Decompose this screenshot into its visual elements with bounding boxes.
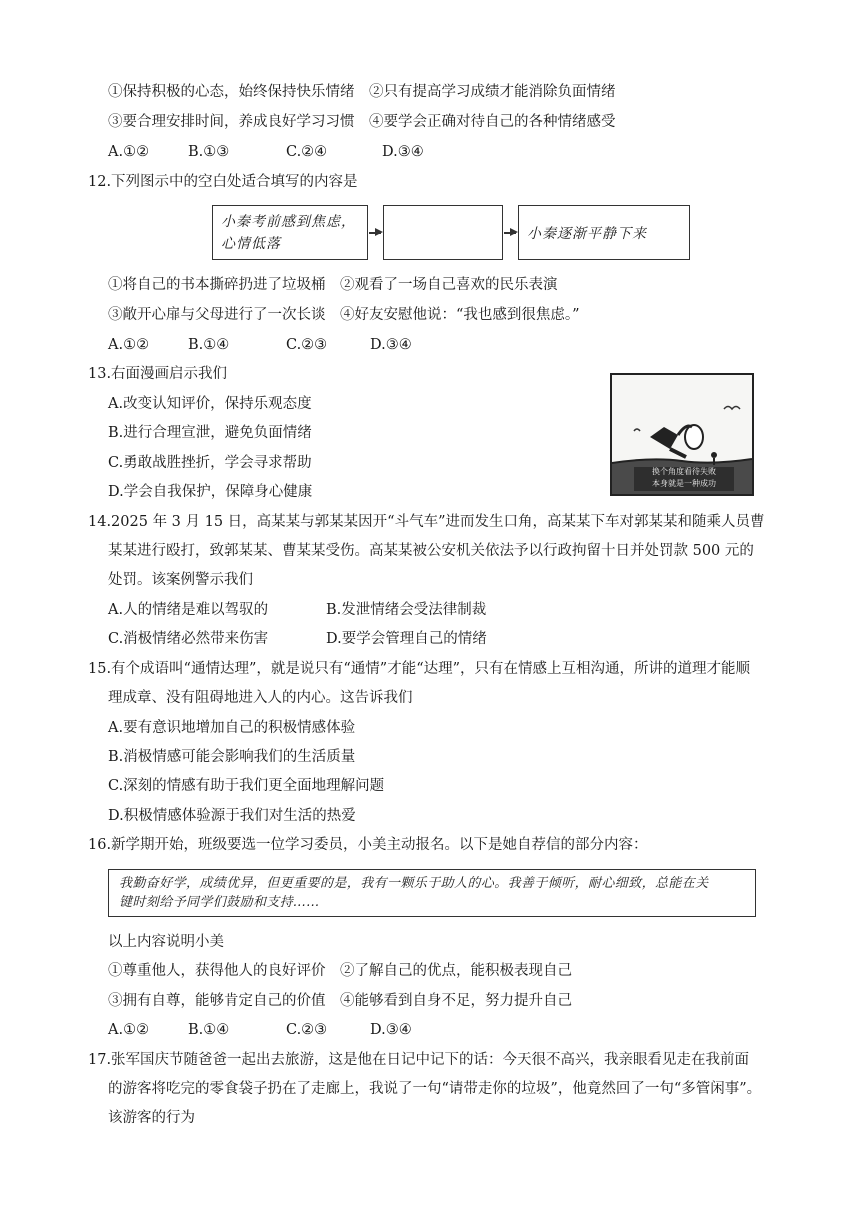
q13-option-c: C.勇敢战胜挫折，学会寻求帮助	[108, 455, 312, 471]
q12-option-c: C.②③	[286, 337, 328, 353]
q16-option-b: B.①④	[188, 1022, 230, 1038]
q17-stem-line2: 的游客将吃完的零食袋子扔在了走廊上，我说了一句“请带走你的垃圾”，他竟然回了一句“多管闲事”。	[108, 1081, 762, 1097]
q14-stem-line2: 某某进行殴打，致郭某某、曹某某受伤。高某某被公安机关依法予以行政拘留十日并处罚款 500 元的	[108, 543, 754, 559]
q12-flow-box-end	[518, 205, 690, 260]
q11-option-a: A.①②	[108, 144, 150, 160]
q12-flow-box-start-line1: 小秦考前感到焦虑，	[221, 214, 356, 230]
q16-letter-line2: 键时刻给予同学们鼓励和支持……	[119, 895, 321, 910]
q13-comic-caption-1: 换个角度看待失败	[652, 467, 716, 476]
q11-option-c: C.②④	[286, 144, 328, 160]
q13-stem: 13.右面漫画启示我们	[88, 366, 228, 382]
q14-option-d: D.要学会管理自己的情绪	[326, 631, 487, 647]
q12-flow-box-blank	[383, 205, 503, 260]
q16-stem: 16.新学期开始，班级要选一位学习委员，小美主动报名。以下是她自荐信的部分内容：	[88, 837, 648, 853]
q14-option-b: B.发泄情绪会受法律制裁	[326, 602, 487, 618]
q12-flow-box-end-text: 小秦逐渐平静下来	[527, 225, 647, 242]
q16-option-a: A.①②	[108, 1022, 150, 1038]
q12-statements-line2: ③敞开心扉与父母进行了一次长谈 ④好友安慰他说：“我也感到很焦虑。”	[108, 307, 580, 323]
q17-stem-line1: 17.张军国庆节随爸爸一起出去旅游，这是他在日记中记下的话：今天很不高兴，我亲眼看见走在我前面	[88, 1052, 750, 1068]
q17-stem-line3: 该游客的行为	[108, 1110, 195, 1126]
q15-stem-line1: 15.有个成语叫“通情达理”，就是说只有“通情”才能“达理”，只有在情感上互相沟通，所讲的道理才能顺	[88, 661, 751, 677]
q12-stem: 12.下列图示中的空白处适合填写的内容是	[88, 174, 358, 190]
q16-statements-line1: ①尊重他人，获得他人的良好评价 ②了解自己的优点，能积极表现自己	[108, 963, 572, 979]
q12-flow-box-start	[212, 205, 368, 260]
q15-option-a: A.要有意识地增加自己的积极情感体验	[108, 720, 356, 736]
q13-comic	[610, 373, 754, 496]
q15-option-b: B.消极情感可能会影响我们的生活质量	[108, 749, 356, 765]
q15-stem-line2: 理成章、没有阻碍地进入人的内心。这告诉我们	[108, 690, 413, 706]
q14-option-a: A.人的情绪是难以驾驭的	[108, 602, 269, 618]
q16-option-c: C.②③	[286, 1022, 328, 1038]
q11-option-d: D.③④	[382, 144, 424, 160]
q12-statements-line1: ①将自己的书本撕碎扔进了垃圾桶 ②观看了一场自己喜欢的民乐表演	[108, 277, 558, 293]
q12-option-b: B.①④	[188, 337, 230, 353]
q11-option-b: B.①③	[188, 144, 230, 160]
q15-option-d: D.积极情感体验源于我们对生活的热爱	[108, 808, 356, 824]
q14-option-c: C.消极情绪必然带来伤害	[108, 631, 269, 647]
q13-comic-caption-2: 本身就是一种成功	[652, 479, 716, 488]
q12-flow-arrow-1	[369, 232, 381, 234]
q13-option-b: B.进行合理宣泄，避免负面情绪	[108, 425, 312, 441]
q16-letter-line1: 我勤奋好学，成绩优异，但更重要的是，我有一颗乐于助人的心。我善于倾听，耐心细致，总能在关	[119, 876, 709, 891]
q16-letter-excerpt	[108, 869, 756, 917]
q11-statements-line2: ③要合理安排时间，养成良好学习习惯 ④要学会正确对待自己的各种情绪感受	[108, 114, 616, 130]
q12-option-a: A.①②	[108, 337, 150, 353]
q12-flow-box-start-line2: 心情低落	[221, 236, 281, 252]
q13-option-a: A.改变认知评价，保持乐观态度	[108, 396, 312, 412]
q16-statements-line2: ③拥有自尊，能够肯定自己的价值 ④能够看到自身不足，努力提升自己	[108, 993, 572, 1009]
q11-statements-line1: ①保持积极的心态，始终保持快乐情绪 ②只有提高学习成绩才能消除负面情绪	[108, 84, 616, 100]
q12-option-d: D.③④	[370, 337, 412, 353]
q16-lead: 以上内容说明小美	[108, 934, 224, 950]
q16-option-d: D.③④	[370, 1022, 412, 1038]
q13-option-d: D.学会自我保护，保障身心健康	[108, 484, 313, 500]
q14-stem-line3: 处罚。该案例警示我们	[108, 572, 253, 588]
q15-option-c: C.深刻的情感有助于我们更全面地理解问题	[108, 778, 385, 794]
q12-flow-arrow-2	[504, 232, 516, 234]
q14-stem-line1: 14.2025 年 3 月 15 日，高某某与郭某某因开“斗气车”进而发生口角，高某某下车对郭某某和随乘人员曹	[88, 514, 765, 530]
